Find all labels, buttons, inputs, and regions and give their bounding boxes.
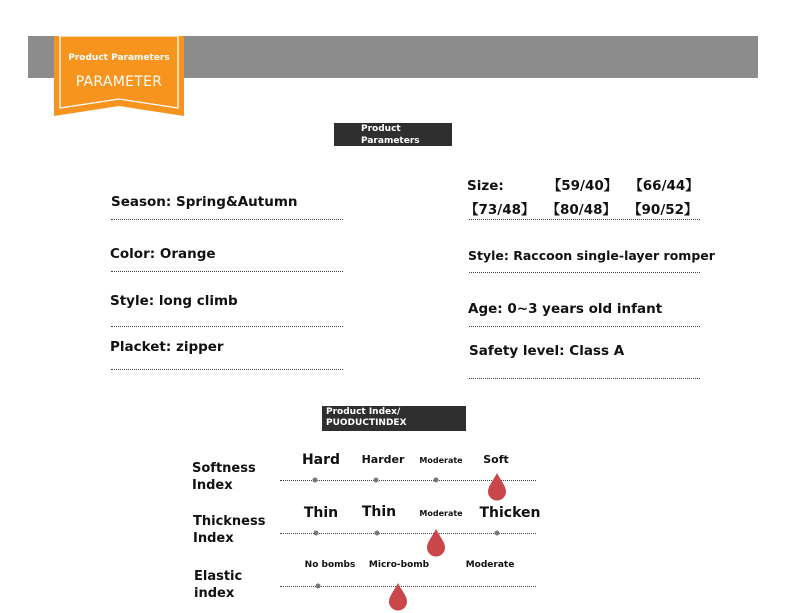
badge-subtitle: PARAMETER xyxy=(75,74,163,90)
size-option: 【90/52】 xyxy=(628,202,698,218)
product-parameters-label xyxy=(334,123,452,146)
divider xyxy=(111,271,343,272)
product-index-label xyxy=(322,406,466,431)
thickness-tick xyxy=(495,531,500,536)
elastic-level-moderate: Moderate xyxy=(465,560,515,570)
param-size xyxy=(467,174,699,194)
thickness-tick xyxy=(375,531,380,536)
softness-level-moderate: Moderate xyxy=(419,456,463,465)
elastic-level-micro-bomb: Micro-bomb xyxy=(368,560,430,570)
elastic-index-name xyxy=(194,568,242,602)
param-placket: Placket: zipper xyxy=(110,339,224,355)
divider xyxy=(469,272,700,273)
thickness-level-moderate: Moderate xyxy=(419,509,463,518)
thickness-level-thin-2: Thin xyxy=(361,504,397,520)
index-name-line: Elastic xyxy=(194,569,243,584)
size-label: Size: xyxy=(467,178,504,194)
divider xyxy=(469,378,700,379)
elastic-marker-drop-icon xyxy=(388,583,408,611)
param-style-detail: Style: Raccoon single-layer romper xyxy=(468,248,715,263)
parameter-badge xyxy=(54,36,184,118)
thickness-level-thicken: Thicken xyxy=(479,505,541,521)
index-name-line: index xyxy=(194,586,235,601)
divider xyxy=(469,326,700,327)
index-name-line: Thickness xyxy=(193,514,266,529)
elastic-level-no-bombs: No bombs xyxy=(304,560,356,570)
param-size-row2 xyxy=(465,198,698,218)
softness-tick xyxy=(434,478,439,483)
elastic-tick xyxy=(316,584,321,589)
index-name-line: Softness xyxy=(192,461,256,476)
size-option: 【73/48】 xyxy=(465,202,535,218)
param-style: Style: long climb xyxy=(110,293,238,309)
divider xyxy=(469,219,700,220)
size-option: 【66/44】 xyxy=(629,178,699,194)
divider xyxy=(111,326,343,327)
index-name-line: Index xyxy=(192,478,233,493)
param-color: Color: Orange xyxy=(110,246,216,262)
softness-level-hard: Hard xyxy=(301,452,341,468)
label-line: Product xyxy=(361,124,401,134)
badge-title: Product Parameters xyxy=(68,53,170,63)
thickness-index-name xyxy=(193,513,265,547)
thickness-marker-drop-icon xyxy=(426,529,446,557)
label-line: PUODUCTINDEX xyxy=(326,418,407,428)
softness-level-harder: Harder xyxy=(361,453,405,466)
softness-marker-drop-icon xyxy=(487,473,507,501)
divider xyxy=(111,369,343,370)
softness-tick xyxy=(374,478,379,483)
thickness-level-thin: Thin xyxy=(303,505,339,521)
size-option: 【59/40】 xyxy=(547,178,618,194)
label-line: Product Index/ xyxy=(326,407,401,417)
param-season: Season: Spring&Autumn xyxy=(111,194,298,210)
thickness-tick xyxy=(314,531,319,536)
param-safety: Safety level: Class A xyxy=(469,343,625,359)
softness-index-name xyxy=(192,460,256,494)
param-age: Age: 0~3 years old infant xyxy=(468,301,663,317)
softness-tick xyxy=(313,478,318,483)
divider xyxy=(111,219,343,220)
softness-level-soft: Soft xyxy=(483,453,509,466)
index-name-line: Index xyxy=(193,531,234,546)
label-line: Parameters xyxy=(361,136,420,146)
size-option: 【80/48】 xyxy=(546,202,617,218)
